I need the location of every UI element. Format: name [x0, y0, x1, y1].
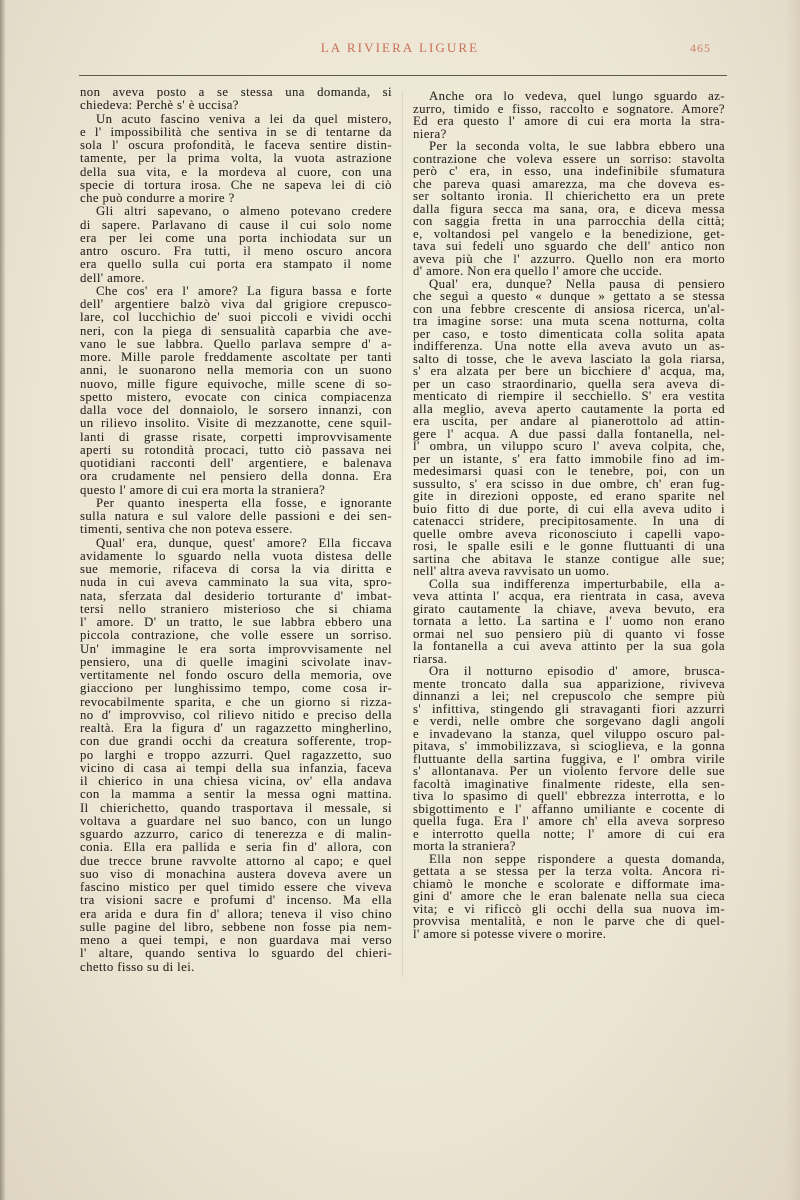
text-line: Ora il notturno episodio d' amore, brusca-	[429, 664, 725, 678]
text-line: della sua vita, e la mordeva al cuore, con una	[80, 164, 392, 179]
text-line: e l' impossibilità che sentiva in se di tentarne da	[80, 124, 392, 139]
text-line: conia. Ella era pallida e seria fin d' allora, con	[80, 840, 392, 855]
text-line: vita; e vi rificcò gli occhi della sua nuova im-	[413, 901, 725, 916]
text-line: sbigottimento e l' affanno umiliante e cocente di	[413, 801, 725, 816]
text-line: gettata a se stessa per la terza volta. Ancora ri-	[413, 864, 725, 878]
text-line: mente troncato dalla sua apparizione, riviveva	[413, 676, 725, 691]
text-line: l' amore. D' un tratto, le sue labbra ebbero una	[80, 615, 392, 629]
text-line: po larghi e troppo azzurri. Quel ragazzetto, suo	[80, 747, 392, 762]
text-line: avidamente lo sguardo nella vuota distesa delle	[80, 548, 392, 563]
text-line: quella fuga. Era l' amore ch' ella aveva sorpreso	[413, 814, 725, 828]
text-line: dell' amore.	[80, 270, 145, 285]
text-line: che pareva quasi amarezza, ma che doveva es-	[413, 176, 725, 191]
text-line: niera?	[413, 126, 447, 141]
text-line: di sapere. Parlavano di cause il cui solo nome	[80, 217, 392, 232]
text-line: meno a quei tempi, e non guardava mai verso	[80, 933, 392, 947]
text-line: sue memorie, rifaceva di corsa la via diritta e	[80, 562, 392, 576]
text-line: però c' era, in esso, una indefinibile sfumatura	[413, 164, 725, 178]
text-line: era uscita, per andare al pianerottolo ad attin-	[413, 414, 725, 428]
text-line: no d' improvviso, col rilievo nitido e preciso della	[80, 707, 392, 722]
text-line: era per lei come una porta inchiodata sur un	[80, 230, 392, 245]
text-line: more. Mille parole freddamente ascoltate per tanti	[80, 350, 392, 364]
text-line: vertitamente nel fondo oscuro della memoria, ove	[80, 668, 392, 682]
text-line: per caso, e tosto dimenticata colla solita apata	[413, 326, 725, 341]
text-line: nuda in cui aveva camminato la sua vita, spro-	[80, 575, 392, 590]
text-line: rosi, le spalle esili e le gonne fluttuanti di una	[413, 539, 725, 553]
text-column-right	[413, 90, 725, 940]
running-title: LA RIVIERA LIGURE	[320, 40, 480, 55]
text-line: voltava a guardare nel suo banco, con un lungo	[80, 813, 392, 828]
text-line: lanti di grasse risate, corpetti improvvisamente	[80, 429, 392, 444]
text-line: e interrotto quella notte; l' amore di cui era	[413, 826, 725, 841]
paragraph	[413, 90, 725, 140]
text-line: Qual' era, dunque, quest' amore? Ella ficcava	[96, 535, 392, 550]
text-line: d' amore. Non era quello l' amore che uccide.	[413, 264, 663, 278]
text-line: per un istante, s' era fatto immobile fino ad im-	[413, 451, 725, 466]
paragraph	[80, 285, 392, 497]
text-line: chiamò le monche e scolorate e difformate ima-	[413, 876, 725, 891]
paragraph	[80, 537, 392, 974]
text-line: buio fitto di due porte, di cui ella aveva udito i	[413, 501, 725, 516]
text-line: realtà. Era la figura d' un ragazzetto mingherlino,	[80, 721, 392, 735]
text-line: facoltà imaginative finalmente rideste, ella sen-	[413, 776, 725, 791]
text-line: piccola contrazione, che volle essere un sorriso.	[80, 628, 392, 643]
column-rule	[402, 92, 403, 977]
running-head	[0, 40, 800, 58]
text-line: pitava, s' immobilizzava, si scioglieva, e la gonna	[413, 739, 725, 753]
text-line: suo viso di monachina austera doveva avere un	[80, 866, 392, 881]
text-line: sulla natura e sul valore delle passioni e dei sen-	[80, 509, 392, 523]
text-line: che seguì a questo « dunque » gettato a se stessa	[413, 289, 725, 303]
text-line: aperti su rotondità procaci, tutto ciò passava nei	[80, 442, 392, 457]
text-line: con la mamma a sentir la messa ogni mattina.	[80, 787, 392, 802]
paragraph	[413, 278, 725, 578]
text-line: lare, col lucchichio de' suoi piccoli e vividi occhi	[80, 310, 392, 325]
text-line: ser soltanto ironia. Il chierichetto era un prete	[413, 189, 725, 203]
text-line: antro oscuro. Fra tutti, il meno oscuro ancora	[80, 244, 392, 258]
text-line: pensiero, una di quelle imagini scivolate inav-	[80, 654, 392, 669]
text-line: l' amore si potesse vivere o morire.	[413, 926, 607, 941]
text-line: morta la straniera?	[413, 839, 516, 853]
text-line: che può condurre a morire ?	[80, 191, 235, 205]
text-line: menticato di riempire il secchiello. S' era vestita	[413, 389, 725, 403]
paragraph	[413, 853, 725, 941]
text-line: e, voltandosi pel vangelo e la benedizione, get-	[413, 226, 725, 241]
text-line: quelle ombre aveva riconosciuto i capelli vapo-	[413, 526, 725, 541]
text-line: giacciono per lunghissimo tempo, come cosa ir-	[80, 681, 392, 696]
text-line: tamente, per la prima volta, la vuota astrazione	[80, 151, 392, 166]
text-line: vano le sue labbra. Quello parlava sempre d' a-	[80, 336, 392, 351]
text-line: s' era alzata per bere un bicchiere d' acqua, ma,	[413, 364, 725, 378]
text-line: due trecce brune ravvolte attorno al capo; e quel	[80, 853, 392, 868]
text-line: era quello sulla cui porta era stampato il nome	[80, 257, 392, 272]
text-line: un rilievo insolito. Visite di mezzanotte, cene squil-	[80, 416, 392, 431]
text-line: provvisa mentalità, e non le parve che di quel-	[413, 914, 725, 928]
text-line: gite in direzioni opposte, ed erano sparite nel	[413, 489, 725, 503]
text-line: Un acuto fascino veniva a lei da quel mistero,	[96, 111, 392, 126]
text-line: catenacci stridere, precipitosamente. In una di	[413, 514, 725, 528]
text-line: veva attinta l' acqua, era rientrata in casa, aveva	[413, 589, 725, 603]
text-line: Che cos' era l' amore? La figura bassa e forte	[96, 283, 392, 298]
text-line: timenti, sentiva che non poteva essere.	[80, 522, 293, 537]
text-line: tornata a letto. La sartina e l' uomo non erano	[413, 614, 725, 628]
text-line: neri, con la piega di sensualità caparbia che ave-	[80, 323, 392, 338]
text-line: sguardo azzurro, carico di tenerezza e di malin-	[80, 827, 392, 841]
text-line: sola l' oscura profondità, le faceva sentire distin-	[80, 138, 392, 152]
text-line: era arida e dura fin d' allora; teneva il viso chino	[80, 906, 392, 921]
text-column-left	[80, 86, 392, 974]
text-line: Per la seconda volta, le sue labbra ebbero una	[429, 139, 725, 153]
page-number: 465	[690, 41, 711, 55]
text-line: e verdi, nelle ombre che sorgevano dagli angoli	[413, 714, 725, 728]
text-line: dinnanzi a lei; nel crepuscolo che sempre più	[413, 689, 725, 703]
text-line: s' infittiva, stingendo gli stravaganti fiori azzurri	[413, 701, 725, 716]
paragraph	[413, 578, 725, 666]
paragraph	[80, 205, 392, 285]
text-line: la fontanella a cui aveva attinto per la sua gola	[413, 639, 725, 653]
text-line: ora crudamente nel pensiero della donna. Era	[80, 469, 392, 484]
text-line: Qual' era, dunque? Nella pausa di pensiero	[429, 276, 725, 291]
text-line: specie di tortura irosa. Che ne sapeva lei di ciò	[80, 177, 392, 192]
text-line: vicino di casa ai tempi della sua infanzia, faceva	[80, 760, 392, 775]
text-line: dalla figura secca ma sana, ora, e diceva messa	[413, 201, 725, 216]
text-line: con saggia fretta in una parrocchia della città;	[413, 214, 725, 228]
paragraph	[413, 140, 725, 278]
text-line: Anche ora lo vedeva, quel lungo sguardo az-	[429, 89, 725, 103]
text-line: e invadevano la stanza, quel viluppo oscuro pal-	[413, 726, 725, 741]
text-line: dell' argentiere balzò viva dal grigiore crepusco-	[80, 297, 392, 311]
text-line: tersi nello straniero misterioso che si chiama	[80, 601, 392, 616]
text-line: ormai nel suo pensiero più di quanto vi fosse	[413, 626, 725, 641]
text-line: girato cautamente la chiave, aveva bevuto, era	[413, 601, 725, 616]
text-line: riarsa.	[413, 651, 448, 666]
text-line: aveva più che l' azzurro. Quello non era morto	[413, 251, 725, 266]
text-line: spetto mistero, evocate con cinica compiacenza	[80, 389, 392, 404]
text-line: questo l' amore di cui era morta la straniera?	[80, 482, 326, 497]
text-line: alla meglio, aveva aperto cautamente la porta ed	[413, 401, 725, 416]
text-line: Un' immagine le era sorta improvvisamente nel	[80, 641, 392, 656]
paragraph	[413, 665, 725, 853]
text-line: Il chierichetto, quando trasportava il messale, si	[80, 800, 392, 815]
text-line: l' ombra, un viluppo scuro l' aveva colpita, che,	[413, 439, 725, 453]
text-line: il chierico in una chiesa vicina, ov' ella andava	[80, 774, 392, 788]
text-line: salto di tosse, che le aveva lasciato la gola riarsa,	[413, 351, 725, 366]
text-line: chiedeva: Perchè s' è uccisa?	[80, 98, 239, 113]
text-line: Ed era questo l' amore di cui era morta la stra-	[413, 114, 725, 128]
text-line: non aveva posto a se stessa una domanda, si	[80, 85, 392, 99]
text-line: Gli altri sapevano, o almeno potevano credere	[96, 204, 392, 219]
text-line: sartina che abitava le stanze contigue alle sue;	[413, 551, 725, 566]
text-line: revocabilmente sparita, e che un giorno si rizza-	[80, 694, 392, 709]
text-line: Per quanto inesperta ella fosse, e ignorante	[96, 495, 392, 510]
text-line: gini d' amore che le eran balenate nella sua cieca	[413, 889, 725, 903]
text-line: dalla voce del donnaiolo, le sorsero innanzi, con	[80, 403, 392, 417]
text-line: contrazione che voleva essere un sorriso: stavolta	[413, 151, 725, 166]
text-line: s' allontanava. Per un violento fervore delle sue	[413, 764, 725, 778]
text-line: con due grandi occhi da creatura sofferente, trop-	[80, 734, 392, 749]
text-line: gere l' acqua. A due passi dalla fontanella, nel-	[413, 426, 725, 441]
text-line: nata, sferzata dal desiderio torturante d' imbat-	[80, 588, 392, 603]
text-line: zurro, timido e fisso, raccolto e sognatore. Amore?	[413, 101, 725, 116]
text-line: nell' altra aveva ravvisato un uomo.	[413, 564, 610, 578]
text-line: fluttuante della sartina fuggiva, e l' ombra virile	[413, 751, 725, 766]
text-line: per un caso straordinario, quella sera aveva di-	[413, 376, 725, 391]
text-line: Ella non seppe rispondere a questa domanda,	[429, 851, 725, 866]
paragraph	[80, 113, 392, 206]
text-line: anni, le suonarono nella memoria con un suono	[80, 363, 392, 378]
header-rule	[79, 75, 727, 76]
text-line: indifferenza. Una notte ella aveva avuto un as-	[413, 339, 725, 353]
text-line: tra visioni sacre e profumi d' incenso. Ma ella	[80, 893, 392, 908]
text-line: sussulto, s' era scisso in due ombre, ch' eran fug-	[413, 476, 725, 491]
text-line: Colla sua indifferenza imperturbabile, ella a-	[429, 576, 725, 591]
text-line: quotidiani racconti dell' argentiere, e balenava	[80, 456, 392, 470]
text-line: con una febbre crescente di ansiosa ricerca, un'al-	[413, 301, 725, 316]
text-line: fascino mistico per quel timido essere che viveva	[80, 880, 392, 894]
text-line: nuovo, mille figure equivoche, mille scene di so-	[80, 376, 392, 391]
paragraph	[80, 86, 392, 113]
text-line: medesimarsi quasi con le tenebre, poi, con un	[413, 464, 725, 478]
text-line: tava sui fedeli uno sguardo che dell' antico non	[413, 239, 725, 253]
text-line: l' altare, quando sentiva lo sguardo del chieri-	[80, 946, 392, 961]
text-line: chetto fisso su di lei.	[80, 959, 195, 974]
text-line: tiva lo spasimo di quell' ebbrezza interrotta, e lo	[413, 789, 725, 803]
text-line: tra imagine sorse: una muta scena notturna, colta	[413, 314, 725, 328]
text-line: sulle pagine del libro, sebbene non fosse pia nem-	[80, 919, 392, 934]
paragraph	[80, 497, 392, 537]
